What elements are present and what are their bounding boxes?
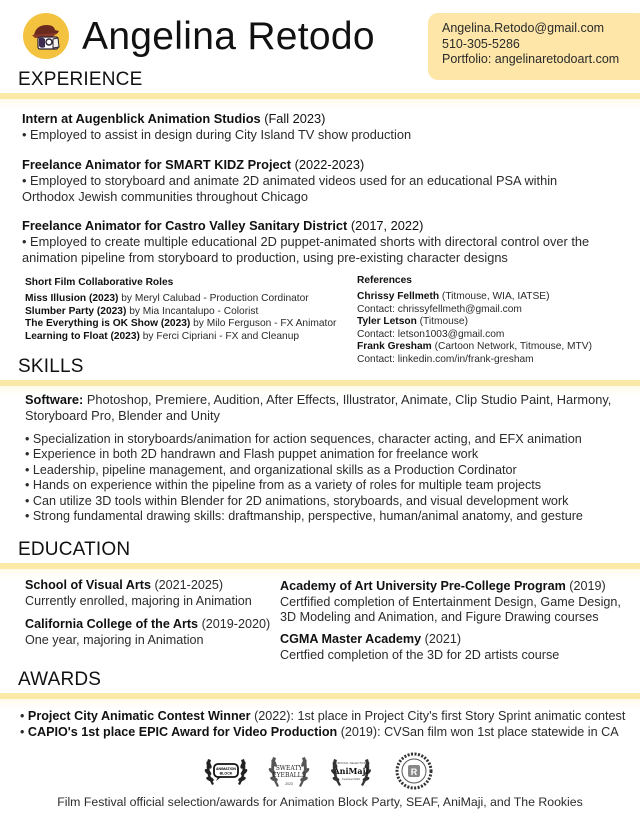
svg-text:R: R [410,767,418,777]
skills-list [25,432,630,524]
job-bullet-cont: animation pipeline from storyboard to production, using pre-existing character designs [22,250,508,265]
reference-name: Frank Gresham (Cartoon Network, Titmouse, MTV) [357,341,592,352]
svg-text:ANIMATION: ANIMATION [215,767,237,771]
education-entry: Academy of Art University Pre-College Program (2019) Certfified completion of Entertainment Design, Game Design, 3D Modeling and Animation, and Figure Drawing courses [280,579,621,625]
short-film-item: Slumber Party (2023) by Mia Incantalupo - Colorist [25,305,259,317]
festival-laurels [200,750,440,792]
svg-text:BLOCK: BLOCK [219,771,233,776]
section-title-experience: EXPERIENCE [18,69,143,90]
animation-block-laurel-icon [200,751,252,791]
references-heading: References [357,275,412,286]
short-film-item: Learning to Float (2023) by Ferci Cipriani - FX and Cleanup [25,330,300,342]
skill-item: • Specialization in storyboards/animation for action sequences, character acting, and EFX animation [25,432,582,446]
section-divider-fade [0,99,640,109]
short-film-item: Miss Illusion (2023) by Meryl Calubad - Production Cordinator [25,293,309,304]
email-link[interactable]: Angelina.Retodo@gmail.com [442,21,605,35]
job-entry [22,218,622,266]
software-skills: Software: Photoshop, Premiere, Audition, After Effects, Illustrator, Animate, Clip Studio Paint, Harmony, Storyboard Pro, Blender and Unity [25,392,612,423]
svg-text:EYEBALLS: EYEBALLS [271,772,306,779]
reference-contact[interactable]: Contact: chrissyfellmeth@gmail.com [357,303,522,315]
references [357,274,592,366]
job-title: Intern at Augenblick Animation Studios (Fall 2023) [22,111,326,126]
phone-number: 510-305-5286 [442,36,520,51]
svg-text:OFFICIAL SELECTION: OFFICIAL SELECTION [335,761,367,765]
job-bullet: • Employed to create multiple educational 2D puppet-animated shorts with directoral control over the [22,234,590,249]
avatar-icon [23,13,69,59]
skill-item: • Can utilize 3D tools within Blender for 2D animations, storyboards, and visual development work [25,493,569,508]
svg-text:AniMaji: AniMaji [333,766,369,776]
svg-text:SWEATY: SWEATY [275,765,302,772]
award-item: • Project City Animatic Contest Winner (2022): 1st place in Project City's first Story Sprint animatic contest [20,709,626,723]
skill-item: • Leadership, pipeline management, and organizational skills as a Production Cordinator [25,462,517,477]
portfolio-link[interactable]: Portfolio: angelinaretodoart.com [442,52,620,66]
skill-item: • Hands on experience within the pipeline from as a variety of roles for multiple team projects [25,478,542,493]
award-item: • CAPIO's 1st place EPIC Award for Video Production (2019): CVSan film won 1st place statewide in CA [20,725,619,739]
animaji-laurel-icon [325,751,377,791]
awards-list [20,708,625,740]
short-film-item: The Everything is OK Show (2023) by Milo Ferguson - FX Animator [25,318,337,329]
candidate-name: Angelina Retodo [82,15,375,58]
sweaty-eyeballs-laurel-icon [263,751,315,791]
job-bullet: • Employed to assist in design during City Island TV show production [22,127,412,142]
short-film-roles-heading: Short Film Collaborative Roles [25,277,174,288]
section-title-education: EDUCATION [18,539,131,560]
job-title: Freelance Animator for SMART KIDZ Project (2022-2023) [22,157,365,172]
education-entry: California College of the Arts (2019-2020) One year, majoring in Animation [25,617,271,647]
education-entry: School of Visual Arts (2021-2025) Currently enrolled, majoring in Animation [25,578,252,608]
section-title-skills: SKILLS [18,356,84,377]
job-entry [22,111,622,143]
festival-caption: Film Festival official selection/awards for Animation Block Party, SEAF, AniMaji, and The Rookies [57,795,583,809]
education-entry: CGMA Master Academy (2021) Certfied completion of the 3D for 2D artists course [280,632,560,662]
job-bullet-cont: Orthodox Jewish communities throughout Chicago [22,189,308,204]
reference-name: Chrissy Fellmeth (Titmouse, WIA, IATSE) [357,291,550,302]
skill-item: • Strong fundamental drawing skills: draftmanship, perspective, human/animal anatomy, and gesture [25,509,583,524]
svg-text:Festival 2023: Festival 2023 [342,777,361,781]
svg-text:2023: 2023 [284,782,293,786]
short-film-roles [25,276,336,343]
contact-card [428,13,640,80]
job-entry [22,157,622,205]
the-rookies-laurel-icon [388,751,440,791]
reference-contact[interactable]: Contact: letson1003@gmail.com [357,328,505,340]
job-title: Freelance Animator for Castro Valley Sanitary District (2017, 2022) [22,218,424,233]
reference-name: Tyler Letson (Titmouse) [357,316,468,327]
section-title-awards: AWARDS [18,669,102,690]
reference-contact[interactable]: Contact: linkedin.com/in/frank-gresham [357,353,534,365]
skill-item: • Experience in both 2D handrawn and Flash puppet animation for freelance work [25,447,479,462]
job-bullet: • Employed to storyboard and animate 2D animated videos used for an educational PSA within [22,173,558,188]
